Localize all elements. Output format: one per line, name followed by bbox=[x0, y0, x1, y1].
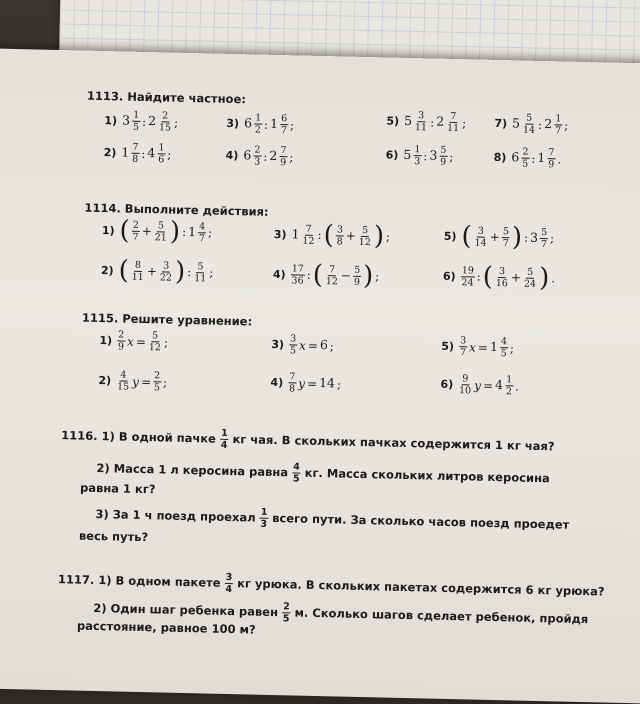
fraction bbox=[522, 113, 537, 136]
numerator: 2 bbox=[282, 601, 290, 613]
fraction bbox=[279, 145, 288, 168]
numerator: 1 bbox=[506, 374, 513, 386]
fraction bbox=[259, 507, 268, 530]
denominator: 5 bbox=[500, 348, 507, 360]
numerator: 5 bbox=[361, 224, 369, 236]
text: 1) В одной пачке bbox=[101, 428, 217, 446]
whole: 6 bbox=[243, 147, 252, 163]
denominator: 8 bbox=[336, 235, 343, 248]
numerator: 7 bbox=[289, 371, 296, 383]
punctuation: ; bbox=[207, 225, 213, 240]
denominator: 10 bbox=[458, 385, 472, 397]
item-label: 5) bbox=[386, 114, 400, 128]
denominator: 14 bbox=[522, 124, 536, 136]
whole: 1 bbox=[489, 339, 499, 355]
item-label: 1) bbox=[104, 114, 118, 128]
fraction bbox=[154, 220, 169, 243]
punctuation: ; bbox=[549, 231, 555, 246]
denominator: 8 bbox=[132, 153, 139, 165]
text: кг. Масса скольких литров керосина bbox=[304, 465, 550, 486]
whole: 5 bbox=[403, 113, 413, 129]
denominator: 24 bbox=[523, 278, 537, 290]
numerator: 5 bbox=[502, 225, 510, 237]
p1116-task-2 bbox=[96, 457, 550, 490]
numerator: 5 bbox=[541, 226, 548, 238]
fraction bbox=[547, 147, 556, 170]
denominator: 36 bbox=[291, 274, 304, 287]
operator: : bbox=[430, 114, 435, 130]
fraction bbox=[353, 264, 362, 287]
punctuation: ; bbox=[564, 118, 569, 133]
punctuation: ; bbox=[209, 265, 214, 280]
denominator: 4 bbox=[220, 439, 228, 451]
p1113-item-8 bbox=[493, 146, 561, 171]
numerator: 9 bbox=[462, 373, 469, 385]
problem-1115-header: 1115. Решите уравнение: bbox=[81, 310, 253, 329]
equals: = bbox=[140, 374, 152, 389]
numerator: 1 bbox=[133, 109, 140, 121]
equals: = bbox=[307, 338, 319, 353]
denominator: 15 bbox=[158, 122, 172, 134]
denominator: 12 bbox=[325, 275, 339, 287]
fraction bbox=[193, 261, 208, 284]
numerator: 3 bbox=[498, 265, 506, 277]
item-label: 8) bbox=[493, 150, 507, 165]
textbook-page bbox=[0, 48, 640, 704]
item-label: 2) bbox=[100, 263, 114, 277]
numerator: 5 bbox=[157, 219, 165, 231]
operator: : bbox=[476, 269, 481, 284]
p1113-item-7 bbox=[494, 112, 568, 137]
item-label: 1) bbox=[99, 334, 113, 348]
problem-1113-header: 1113. Найдите частное: bbox=[86, 88, 247, 107]
numerator: 2 bbox=[132, 219, 140, 231]
whole: 1 bbox=[121, 144, 130, 160]
fraction bbox=[439, 145, 448, 168]
numerator: 1 bbox=[414, 144, 421, 156]
item-label: 3) bbox=[226, 116, 240, 131]
operator: : bbox=[181, 224, 187, 239]
right-paren: ) bbox=[538, 262, 550, 294]
left-paren: ( bbox=[118, 255, 130, 286]
numerator: 2 bbox=[162, 110, 169, 122]
operator: : bbox=[317, 227, 322, 243]
p1114-item-5 bbox=[444, 223, 555, 251]
numerator: 17 bbox=[291, 262, 304, 275]
fraction bbox=[253, 144, 262, 167]
denominator: 3 bbox=[414, 156, 421, 168]
denominator: 12 bbox=[148, 342, 162, 354]
whole: 1 bbox=[537, 150, 546, 166]
numerator: 5 bbox=[151, 330, 159, 342]
punctuation: ; bbox=[462, 115, 467, 130]
denominator: 2 bbox=[254, 124, 262, 136]
item-label: 5) bbox=[441, 339, 455, 354]
fraction bbox=[458, 373, 473, 396]
numerator: 1 bbox=[158, 142, 165, 154]
fraction bbox=[131, 219, 140, 242]
fraction bbox=[254, 112, 263, 135]
text: 3) За 1 ч поезд проехал bbox=[95, 506, 256, 525]
denominator: 11 bbox=[446, 122, 460, 135]
numerator: 7 bbox=[328, 263, 336, 275]
text: 1) В одном пакете bbox=[98, 572, 221, 590]
denominator: 5 bbox=[132, 121, 140, 133]
denominator: 11 bbox=[131, 271, 144, 283]
punctuation: . bbox=[551, 271, 556, 286]
punctuation: ; bbox=[289, 117, 295, 132]
fraction bbox=[290, 263, 305, 286]
numerator: 3 bbox=[418, 110, 425, 122]
numerator: 1 bbox=[255, 112, 262, 124]
left-paren: ( bbox=[323, 220, 335, 251]
operator: : bbox=[141, 114, 147, 129]
whole: 2 bbox=[147, 113, 157, 129]
right-paren: ) bbox=[373, 221, 385, 252]
numerator: 1 bbox=[555, 113, 562, 125]
denominator: 9 bbox=[440, 156, 447, 168]
fraction bbox=[292, 461, 301, 484]
p1115-item-1 bbox=[99, 329, 168, 354]
right-paren: ) bbox=[174, 256, 186, 287]
page-content bbox=[57, 88, 607, 637]
p1115-item-3 bbox=[271, 333, 334, 357]
denominator: 24 bbox=[461, 276, 474, 288]
fraction bbox=[158, 110, 173, 133]
right-paren: ) bbox=[511, 222, 523, 253]
operator: : bbox=[187, 264, 192, 280]
whole: 2 bbox=[436, 113, 445, 130]
numerator: 2 bbox=[154, 370, 161, 382]
numerator: 7 bbox=[450, 110, 457, 123]
left-paren: ( bbox=[312, 259, 324, 291]
punctuation: ; bbox=[449, 149, 454, 164]
denominator: 7 bbox=[502, 237, 509, 249]
denominator: 9 bbox=[117, 341, 125, 353]
p1115-item-4 bbox=[270, 371, 341, 396]
denominator: 9 bbox=[353, 276, 361, 288]
p1113-item-2 bbox=[103, 141, 171, 166]
p1114-item-1 bbox=[102, 217, 213, 245]
p1114-item-4 bbox=[272, 259, 380, 292]
denominator: 14 bbox=[474, 236, 487, 249]
operator: : bbox=[263, 117, 269, 132]
right-hand-side: 14 bbox=[318, 375, 336, 391]
fraction bbox=[523, 266, 538, 289]
equals: = bbox=[135, 334, 147, 349]
right-paren: ) bbox=[362, 260, 374, 292]
variable: x bbox=[126, 334, 135, 349]
p1115-item-6 bbox=[440, 373, 519, 398]
operator: + bbox=[345, 228, 357, 243]
fraction bbox=[159, 260, 174, 283]
text: 2) Один шаг ребенка равен bbox=[93, 600, 279, 619]
numerator: 1 bbox=[260, 506, 268, 518]
denominator: 9 bbox=[280, 157, 287, 169]
denominator: 5 bbox=[522, 158, 529, 170]
left-paren: ( bbox=[482, 261, 494, 292]
numerator: 7 bbox=[132, 141, 139, 153]
punctuation: ; bbox=[375, 269, 380, 284]
p1116-task-2-cont: равна 1 кг? bbox=[79, 480, 156, 497]
equals: = bbox=[306, 376, 318, 391]
fraction bbox=[131, 259, 146, 282]
denominator: 5 bbox=[153, 382, 161, 394]
numerator: 8 bbox=[134, 259, 142, 271]
left-paren: ( bbox=[461, 221, 473, 252]
item-label: 6) bbox=[442, 269, 456, 283]
fraction bbox=[282, 601, 291, 624]
item-label: 6) bbox=[385, 148, 399, 162]
variable: y bbox=[298, 376, 306, 391]
punctuation: ; bbox=[329, 338, 335, 353]
punctuation: ; bbox=[162, 374, 168, 390]
fraction bbox=[148, 330, 163, 353]
numerator: 5 bbox=[440, 144, 447, 156]
numerator: 6 bbox=[281, 113, 288, 125]
whole: 6 bbox=[511, 149, 520, 165]
denominator: 12 bbox=[358, 236, 371, 248]
numerator: 7 bbox=[305, 223, 312, 235]
p1113-item-4 bbox=[225, 144, 293, 169]
denominator: 7 bbox=[554, 125, 562, 137]
p1115-item-5 bbox=[441, 335, 514, 360]
denominator: 3 bbox=[260, 518, 268, 530]
variable: x bbox=[298, 338, 307, 353]
fraction bbox=[505, 374, 514, 397]
numerator: 4 bbox=[120, 369, 127, 381]
fraction bbox=[289, 333, 298, 356]
fraction bbox=[280, 113, 289, 136]
fraction bbox=[301, 223, 316, 246]
whole: 1 bbox=[291, 226, 300, 242]
fraction bbox=[459, 335, 468, 358]
fraction bbox=[131, 142, 140, 165]
numerator: 2 bbox=[254, 144, 261, 156]
fraction bbox=[220, 428, 229, 451]
denominator: 7 bbox=[198, 232, 206, 244]
p1115-item-2 bbox=[98, 369, 167, 394]
fraction bbox=[336, 224, 345, 247]
numerator: 5 bbox=[526, 112, 533, 124]
problem-number: 1116. bbox=[61, 427, 98, 443]
punctuation: . bbox=[514, 378, 520, 394]
fraction bbox=[414, 110, 429, 133]
p1114-item-3 bbox=[274, 221, 391, 250]
fraction bbox=[460, 265, 475, 288]
whole: 2 bbox=[269, 148, 278, 164]
fraction bbox=[413, 144, 422, 167]
numerator: 4 bbox=[500, 336, 508, 348]
p1117-task-2-cont: расстояние, равное 100 м? bbox=[76, 618, 256, 637]
operator: : bbox=[423, 148, 428, 163]
numerator: 2 bbox=[522, 146, 529, 158]
variable: y bbox=[474, 378, 482, 393]
denominator: 3 bbox=[254, 156, 261, 168]
variable: y bbox=[132, 374, 140, 389]
denominator: 6 bbox=[158, 154, 165, 166]
denominator: 7 bbox=[280, 125, 288, 137]
numerator: 7 bbox=[280, 145, 287, 157]
whole: 1 bbox=[187, 223, 197, 239]
fraction bbox=[116, 369, 131, 392]
denominator: 15 bbox=[116, 381, 130, 393]
numerator: 5 bbox=[354, 264, 361, 276]
right-paren: ) bbox=[169, 216, 181, 247]
denominator: 12 bbox=[302, 235, 315, 247]
whole: 2 bbox=[544, 116, 553, 132]
operator: : bbox=[531, 151, 536, 166]
p1114-item-2 bbox=[101, 257, 214, 286]
item-label: 7) bbox=[494, 116, 508, 131]
numerator: 3 bbox=[460, 335, 467, 347]
fraction bbox=[521, 147, 530, 170]
p1116-task-1 bbox=[61, 424, 555, 458]
denominator: 8 bbox=[288, 383, 296, 395]
fraction bbox=[157, 142, 166, 165]
whole: 3 bbox=[429, 147, 438, 163]
whole: 5 bbox=[511, 115, 521, 131]
fraction bbox=[473, 225, 488, 248]
fraction bbox=[325, 264, 340, 287]
equals: = bbox=[482, 378, 494, 393]
whole: 4 bbox=[494, 377, 504, 393]
item-label: 3) bbox=[271, 337, 285, 352]
text: всего пути. За сколько часов поезд проедет bbox=[272, 510, 570, 532]
punctuation: ; bbox=[385, 229, 391, 244]
fraction bbox=[540, 226, 549, 249]
punctuation: ; bbox=[336, 376, 342, 392]
item-label: 3) bbox=[273, 227, 287, 241]
fraction bbox=[446, 111, 461, 134]
right-hand-side: 6 bbox=[319, 337, 329, 353]
denominator: 5 bbox=[292, 473, 300, 485]
numerator: 4 bbox=[293, 461, 300, 473]
equals: = bbox=[477, 340, 489, 355]
p1113-item-6 bbox=[385, 143, 453, 168]
fraction bbox=[358, 224, 373, 247]
numerator: 5 bbox=[197, 260, 204, 272]
problem-number: 1117. bbox=[57, 571, 95, 587]
denominator: 11 bbox=[414, 122, 428, 134]
text: м. Сколько шагов сделает ребенок, пройдя bbox=[294, 605, 589, 626]
denominator: 5 bbox=[282, 613, 290, 625]
whole: 1 bbox=[269, 116, 279, 132]
numerator: 5 bbox=[527, 266, 534, 278]
numerator: 19 bbox=[461, 264, 474, 276]
fraction bbox=[554, 113, 563, 136]
item-label: 4) bbox=[270, 375, 284, 390]
denominator: 11 bbox=[194, 272, 207, 284]
whole: 5 bbox=[403, 147, 412, 163]
punctuation: ; bbox=[167, 147, 172, 162]
operator: + bbox=[141, 223, 153, 239]
fraction bbox=[198, 221, 207, 244]
item-label: 5) bbox=[443, 229, 457, 243]
operator: : bbox=[263, 149, 268, 164]
whole: 3 bbox=[529, 229, 539, 245]
p1116-task-3 bbox=[95, 503, 569, 537]
fraction bbox=[132, 110, 141, 133]
denominator: 21 bbox=[154, 231, 167, 244]
denominator: 22 bbox=[159, 271, 173, 284]
denominator: 9 bbox=[548, 159, 555, 171]
fraction bbox=[224, 572, 233, 595]
p1114-item-6 bbox=[443, 263, 556, 292]
item-label: 6) bbox=[440, 377, 454, 392]
problem-1114-header: 1114. Выполните действия: bbox=[84, 200, 269, 219]
operator: : bbox=[537, 117, 543, 132]
whole: 3 bbox=[121, 112, 131, 128]
punctuation: . bbox=[557, 151, 562, 166]
whole: 4 bbox=[147, 145, 156, 161]
numerator: 3 bbox=[290, 333, 297, 345]
item-label: 2) bbox=[98, 374, 112, 388]
fraction bbox=[495, 265, 510, 288]
operator: : bbox=[306, 267, 311, 282]
operator: + bbox=[146, 264, 158, 279]
fraction bbox=[502, 226, 511, 249]
variable: x bbox=[468, 339, 477, 355]
denominator: 2 bbox=[505, 386, 513, 398]
numerator: 3 bbox=[336, 223, 344, 236]
numerator: 7 bbox=[548, 147, 555, 159]
p1113-item-5 bbox=[386, 109, 466, 134]
denominator: 7 bbox=[459, 347, 467, 359]
punctuation: ; bbox=[289, 149, 294, 164]
item-label: 4) bbox=[272, 267, 286, 281]
p1113-item-3 bbox=[226, 112, 294, 137]
denominator: 7 bbox=[540, 238, 548, 250]
left-paren: ( bbox=[119, 215, 131, 246]
operator: + bbox=[489, 229, 501, 245]
item-label: 4) bbox=[225, 148, 239, 163]
denominator: 5 bbox=[289, 345, 297, 357]
p1116-task-3-cont: весь путь? bbox=[78, 528, 149, 545]
denominator: 7 bbox=[132, 231, 139, 243]
punctuation: ; bbox=[173, 115, 179, 130]
numerator: 4 bbox=[199, 220, 206, 232]
numerator: 2 bbox=[118, 329, 125, 341]
p1113-item-1 bbox=[104, 109, 178, 134]
operator: + bbox=[510, 270, 522, 285]
numerator: 3 bbox=[163, 259, 170, 272]
text: 2) Масса 1 л керосина равна bbox=[96, 460, 289, 480]
item-label: 2) bbox=[103, 146, 117, 160]
denominator: 4 bbox=[225, 583, 233, 596]
denominator: 16 bbox=[495, 277, 509, 289]
fraction bbox=[288, 371, 297, 394]
numerator: 1 bbox=[220, 427, 228, 439]
punctuation: ; bbox=[509, 340, 515, 355]
fraction bbox=[153, 370, 162, 393]
whole: 6 bbox=[243, 115, 253, 131]
text: кг чая. В скольких пачках содержится 1 кг чая? bbox=[232, 431, 555, 454]
text: кг урюка. В скольких пакетах содержится 6 кг урюка? bbox=[237, 575, 605, 599]
operator: − bbox=[340, 268, 352, 283]
numerator: 3 bbox=[477, 225, 485, 237]
fraction bbox=[117, 329, 126, 352]
punctuation: ; bbox=[163, 334, 169, 350]
numerator: 3 bbox=[225, 571, 233, 584]
item-label: 1) bbox=[101, 223, 115, 237]
operator: : bbox=[141, 146, 146, 161]
fraction bbox=[500, 336, 509, 359]
operator: : bbox=[523, 230, 529, 245]
